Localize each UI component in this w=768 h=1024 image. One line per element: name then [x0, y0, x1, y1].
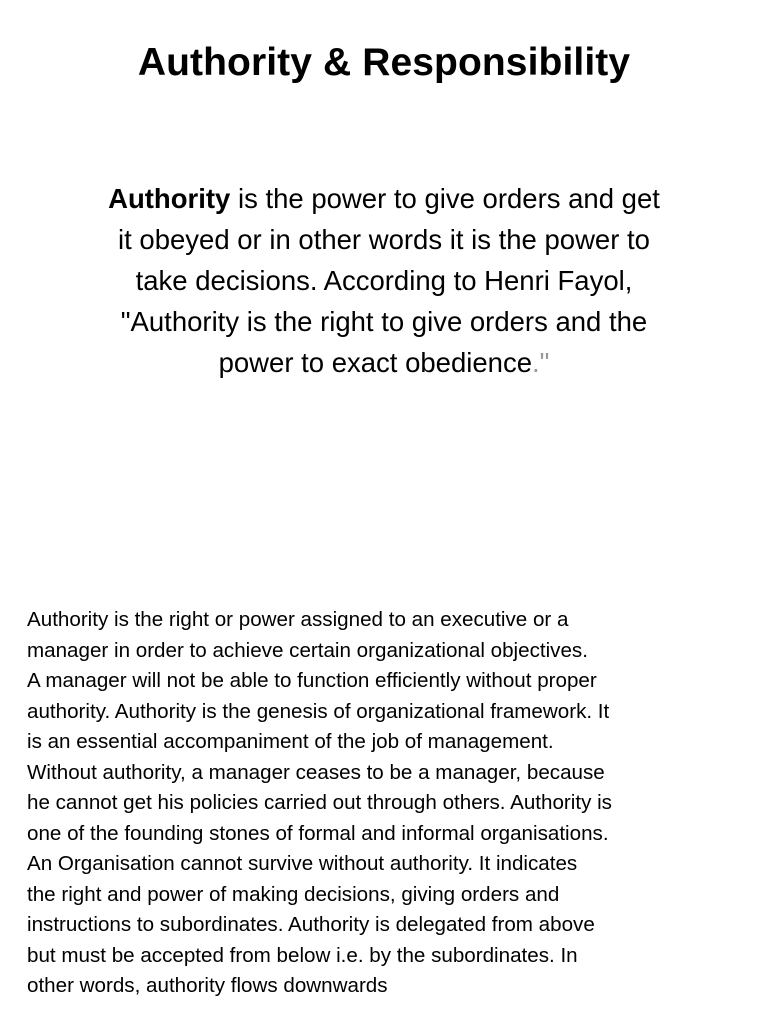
authority-explanation: Authority is the right or power assigned to an executive or a manager in order to achieve certain organizational objectives. A manager will not be able to function efficiently without proper authority. Authority is the genesis of organizational framework. It is an essential accompaniment of the job of management. Without authority, a manager ceases to be a manager, because he cannot get his policies carried out through others. Authority is one of the founding stones of formal and informal organisations. An Organisation cannot survive without authority. It indicates the right and power of making decisions, giving orders and instructions to subordinates. Authority is delegated from above but must be accepted from below i.e. by the subordinates. In other words, authority flows downwards — [27, 608, 612, 997]
definition-keyword: Authority — [108, 183, 231, 214]
slide-title: Authority & Responsibility — [137, 41, 631, 84]
definition-text: is the power to give orders and get it obeyed or in other words it is the power to take decisions. According to Henri Fayol, "Authority is the right to give orders and the power to exact obedience — [118, 183, 660, 378]
definition-end-quote: ." — [532, 347, 550, 378]
authority-definition — [104, 178, 664, 383]
